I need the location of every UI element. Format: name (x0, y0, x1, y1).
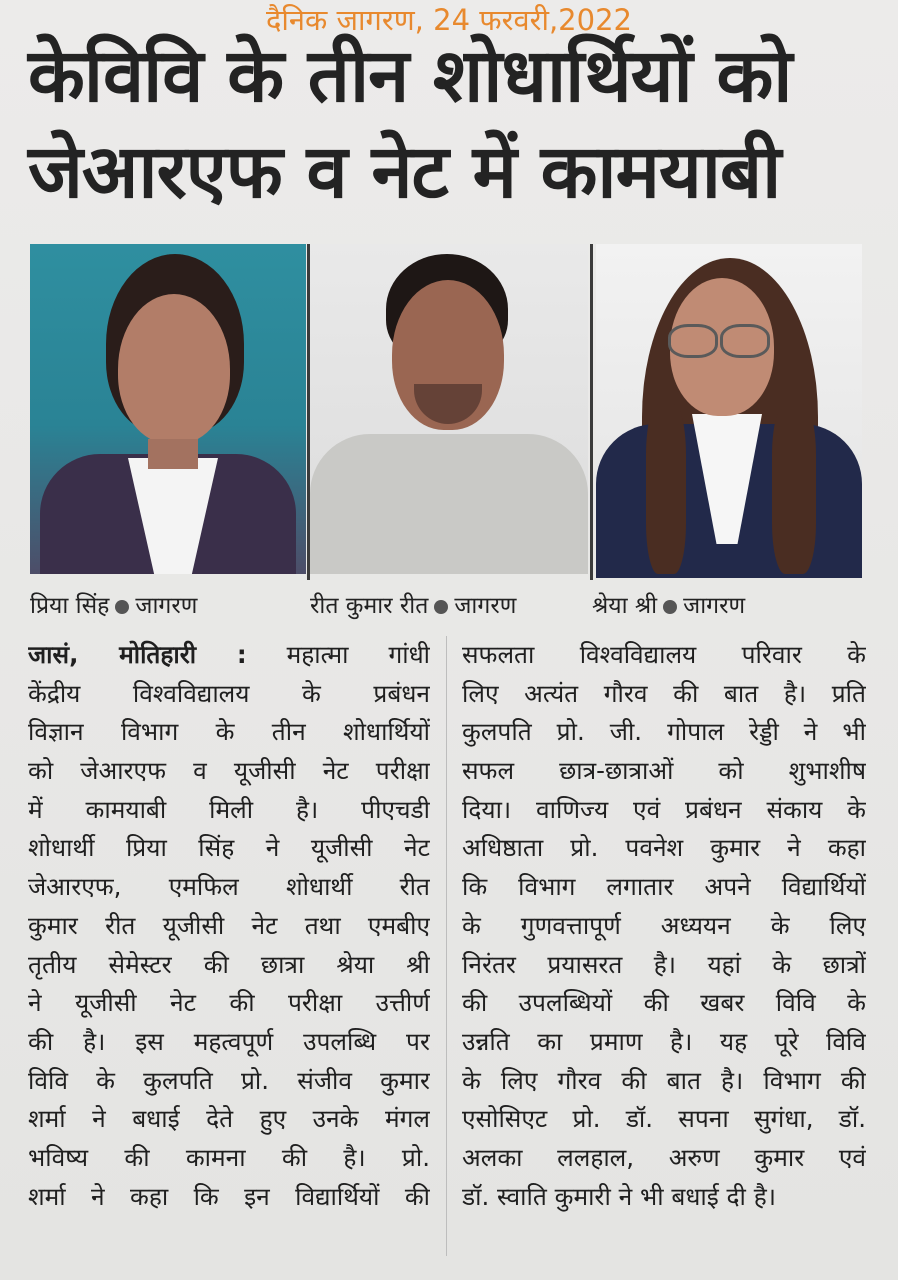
article-line: कुलपति प्रो. जी. गोपाल रेड्डी ने भी (462, 717, 866, 747)
caption-name: रीत कुमार रीत (310, 593, 429, 619)
headline-line-1: केविवि के तीन शोधार्थियों को (28, 33, 792, 119)
article-line: ने यूजीसी नेट की परीक्षा उत्तीर्ण (28, 988, 430, 1018)
photo-figure-hair-left (646, 404, 686, 574)
article-line: डॉ. स्वाति कुमारी ने भी बधाई दी है। (462, 1181, 776, 1211)
article-line: तृतीय सेमेस्टर की छात्रा श्रेया श्री (28, 949, 430, 979)
article-line: की है। इस महत्वपूर्ण उपलब्धि पर (28, 1026, 430, 1056)
photo-figure-face (118, 294, 230, 444)
bullet-icon (115, 600, 129, 614)
article-line: अलका ललहाल, अरुण कुमार एवं (462, 1142, 866, 1172)
photo-caption (310, 588, 516, 620)
article-column-2 (462, 636, 866, 1216)
article-line: जेआरएफ, एमफिल शोधार्थी रीत (28, 872, 430, 902)
article-line: को जेआरएफ व यूजीसी नेट परीक्षा (28, 756, 430, 786)
article-line: निरंतर प्रयासरत है। यहां के छात्रों (462, 949, 866, 979)
article-line: के लिए गौरव की बात है। विभाग की (462, 1065, 866, 1095)
caption-credit: जागरण (454, 593, 517, 619)
article-line: में कामयाबी मिली है। पीएचडी (28, 794, 430, 824)
caption-credit: जागरण (683, 593, 746, 619)
photo-caption (592, 588, 745, 620)
article-line: विज्ञान विभाग के तीन शोधार्थियों (28, 717, 430, 747)
article-line: की उपलब्धियों की खबर विवि के (462, 988, 866, 1018)
article-line: सफलता विश्वविद्यालय परिवार के (462, 640, 866, 669)
photo-shreya-shri (596, 244, 862, 578)
glasses-left-lens (668, 324, 718, 358)
article-line: अधिष्ठाता प्रो. पवनेश कुमार ने कहा (462, 833, 866, 863)
article-line: कि विभाग लगातार अपने विद्यार्थियों (462, 872, 866, 902)
article-line: भविष्य की कामना की है। प्रो. (28, 1142, 430, 1172)
article-line: कुमार रीत यूजीसी नेट तथा एमबीए (28, 910, 430, 940)
article-line: शर्मा ने बधाई देते हुए उनके मंगल (28, 1104, 430, 1134)
article-dateline: जासं, मोतिहारी : (28, 640, 247, 669)
article-line: दिया। वाणिज्य एवं प्रबंधन संकाय के (462, 794, 866, 824)
bullet-icon (663, 600, 677, 614)
article-line: शर्मा ने कहा कि इन विद्यार्थियों की (28, 1181, 430, 1211)
caption-credit: जागरण (135, 593, 198, 619)
photo-figure-body (310, 434, 588, 574)
bullet-icon (434, 600, 448, 614)
photo-priya-singh (30, 244, 306, 574)
article-column-1 (28, 636, 430, 1216)
article-line: विवि के कुलपति प्रो. संजीव कुमार (28, 1065, 430, 1095)
caption-name: श्रेया श्री (592, 593, 658, 619)
article-line: शोधार्थी प्रिया सिंह ने यूजीसी नेट (28, 833, 430, 863)
photo-caption (30, 588, 197, 620)
photo-figure-neck (148, 439, 198, 469)
article-line: सफल छात्र-छात्राओं को शुभाशीष (462, 756, 866, 786)
caption-name: प्रिया सिंह (30, 593, 110, 619)
photo-reet-kumar-reet (310, 244, 588, 574)
article-line: लिए अत्यंत गौरव की बात है। प्रति (462, 678, 866, 708)
headline (28, 28, 888, 220)
article-line: एसोसिएट प्रो. डॉ. सपना सुगंधा, डॉ. (462, 1104, 866, 1134)
article-line: उन्नति का प्रमाण है। यह पूरे विवि (462, 1026, 866, 1056)
article-line: जासं, मोतिहारी : महात्मा गांधी (28, 640, 430, 669)
article-line: केंद्रीय विश्वविद्यालय के प्रबंधन (28, 678, 430, 708)
publication-dateline: दैनिक जागरण, 24 फरवरी,2022 (266, 3, 632, 37)
article-line: के गुणवत्तापूर्ण अध्ययन के लिए (462, 910, 866, 940)
column-divider (446, 636, 447, 1256)
photo-figure-hair-right (772, 404, 816, 574)
photo-divider (590, 244, 593, 580)
headline-line-2: जेआरएफ व नेट में कामयाबी (28, 129, 781, 215)
glasses-right-lens (720, 324, 770, 358)
